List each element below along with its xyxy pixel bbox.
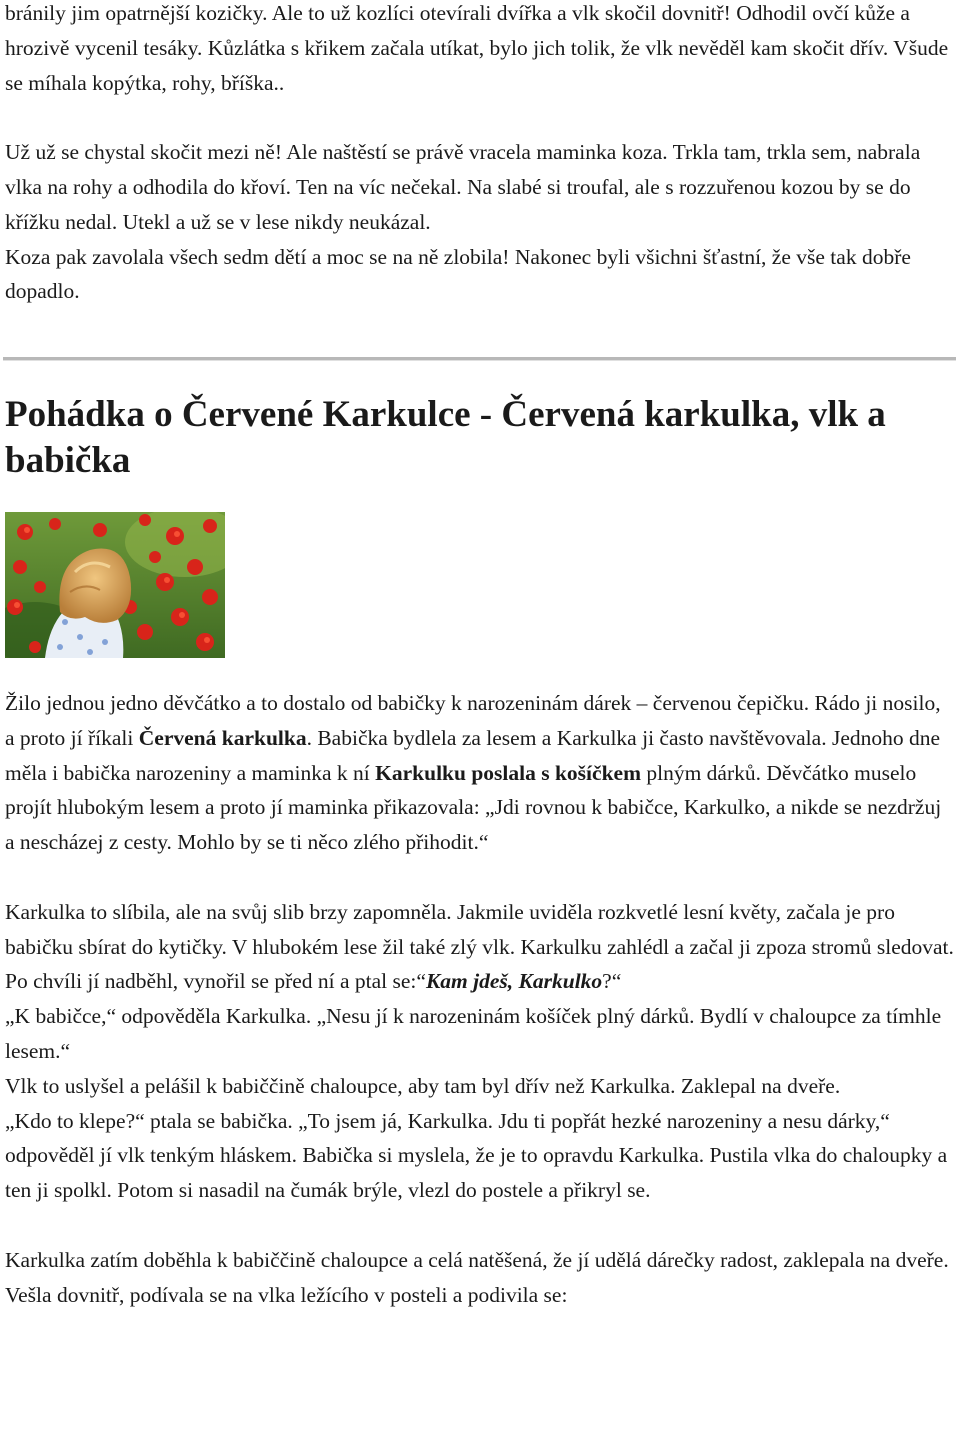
paragraph-gap: [5, 860, 955, 895]
paragraph-karkulka-arrives: Karkulka zatím doběhla k babiččině chaloupce a celá natěšená, že jí udělá dárečky radost, zaklepala na dveře. Vešla dovnitř, podívala se na vlka ležícího v posteli a podivila se:: [5, 1247, 949, 1307]
wolf-meets-text: Karkulka to slíbila, ale na svůj slib brzy zapomněla. Jakmile uviděla rozkvetlé lesní květy, začala je pro babičku sbírat do kytičky. V hlubokém lese žil také zlý vlk. Karkulku zahlédl a začal ji zpoza stromů sledovat. Po chvíli jí nadběhl, vynořil se před ní a ptal se:“: [5, 899, 954, 994]
paragraph-wolf-runs: Vlk to uslyšel a pelášil k babiččině chaloupce, aby tam byl dřív než Karkulka. Zaklepal na dveře.: [5, 1073, 841, 1098]
intro-text-2: . Babička bydlela za lesem a Karkulka ji často navštěvovala. Jednoho dne měla i babička narozeniny a maminka k ní: [5, 725, 941, 785]
paragraph-gap: [5, 1208, 955, 1243]
intro-text-3: plným dárků. Děvčátko muselo projít hlubokým lesem a proto jí maminka přikazovala: „Jdi rovnou k babičce, Karkulko, a nikde se nezdržuj a nescházej z cesty. Mohlo by se ti něco zlého přihodit.“: [5, 760, 942, 855]
bold-sent-with-basket: Karkulku poslala s košíčkem: [375, 760, 641, 785]
wolf-meets-end: ?“: [602, 969, 622, 994]
poppy-field-illustration: [5, 512, 225, 658]
story-heading: Pohádka o Červené Karkulce - Červená karkulka, vlk a babička: [5, 394, 886, 481]
paragraph-happy-ending: Koza pak zavolala všech sedm dětí a moc se na ně zlobila! Nakonec byli všichni šťastní, že vše tak dobře dopadlo.: [5, 244, 911, 304]
paragraph-wolf-jumps-in: bránily jim opatrnější kozičky. Ale to už kozlíci otevírali dvířka a vlk skočil dovnitř! Odhodil ovčí kůže a hrozivě vycenil tesáky. Kůzlátka s křikem začala utíkat, bylo jich tolik, že vlk nevěděl kam skočit dřív. Všude se míhala kopýtka, rohy, bříška..: [5, 1, 949, 95]
previous-story-text: [5, 0, 955, 309]
bold-italic-where-going: Kam jdeš, Karkulko: [425, 969, 603, 994]
girl-in-poppy-field-image: [5, 512, 225, 658]
paragraph-intro: [5, 686, 955, 860]
horizontal-divider: [3, 357, 956, 361]
paragraph-gap: [5, 100, 955, 135]
paragraph-who-knocks: „Kdo to klepe?“ ptala se babička. „To jsem já, Karkulka. Jdu ti popřát hezké narozeniny a nesu dárky,“ odpověděl jí vlk tenkým hláskem. Babička si myslela, že je to opravdu Karkulka. Pustila vlka do chaloupky a ten ji spolkl. Potom si nasadil na čumák brýle, vlezl do postele a přikryl se.: [5, 1108, 948, 1203]
story-body: [5, 686, 955, 1312]
bold-red-riding-hood: Červená karkulka: [138, 725, 307, 750]
paragraph-wolf-meets: [5, 895, 955, 999]
intro-text-1: Žilo jednou jedno děvčátko a to dostalo od babičky k narozeninám dárek – červenou čepičku. Rádo ji nosilo, a proto jí říkali: [5, 691, 941, 750]
paragraph-mother-goat-returns: Už už se chystal skočit mezi ně! Ale naštěstí se právě vracela maminka koza. Trkla tam, trkla sem, nabrala vlka na rohy a odhodila do křoví. Ten na víc nečekal. Na slabé si troufal, ale s rozzuřenou kozou by se do křížku nedal. Utekl a už se v lese nikdy neukázal.: [5, 140, 921, 234]
paragraph-answer: „K babičce,“ odpověděla Karkulka. „Nesu jí k narozeninám košíček plný dárků. Bydlí v chaloupce za tímhle lesem.“: [5, 1004, 942, 1063]
